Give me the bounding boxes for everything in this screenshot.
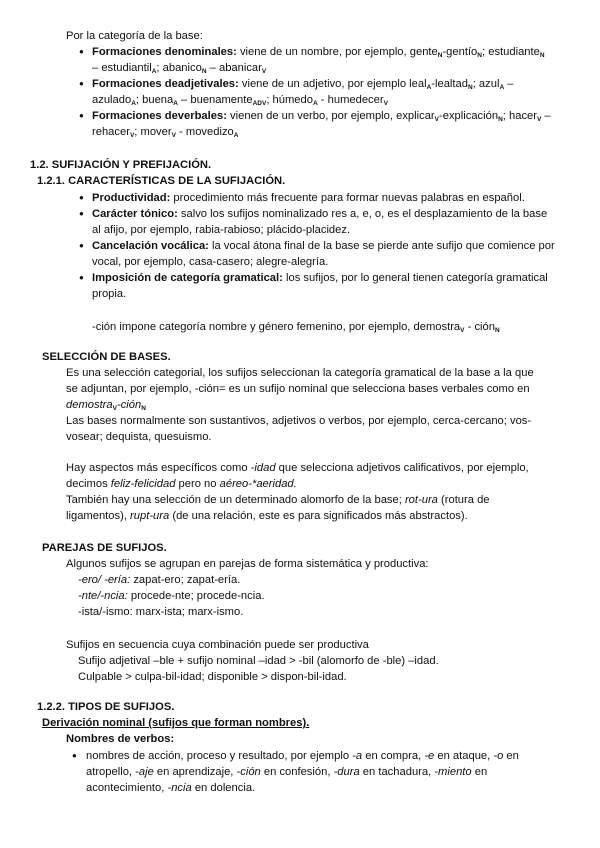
list-item: Sufijo adjetival –ble + sufijo nominal –idad > -bil (alomorfo de -ble) –idad. (78, 655, 439, 667)
paragraph: Las bases normalmente son sustantivos, adjetivos o verbos, por ejemplo, cerca-cercano; vos-vosear; dequista, quesuismo. (66, 415, 532, 443)
list-item-denominales: ● Formaciones denominales: viene de un nombre, por ejemplo, gente$_N$-gentío$_N$; estudiante$_N$ – estudiantil$_A$; abanico$_N$ – abanicar$_V$ (92, 44, 552, 76)
list-item-productividad: ● Productividad: procedimiento más frecuente para formar nuevas palabras en español. (92, 190, 557, 206)
list-item-nombres-accion: ● nombres de acción, proceso y resultado, por ejemplo -a en compra, -e en ataque, -o en atropello, -aje en aprendizaje, -ción en confesión, -dura en tachadura, -miento en acontecimiento, -ncia en dolencia. (86, 748, 556, 796)
item-label: Formaciones denominales: (92, 46, 237, 58)
secuencia-intro: Sufijos en secuencia cuya combinación puede ser productiva (66, 639, 369, 651)
secuencia-list (78, 653, 548, 685)
list-item-imposicion-categoria: ● Imposición de categoría gramatical: los sufijos, por lo general tienen categoría gramatical propia. (92, 270, 557, 302)
list-item-deadjetivales: ● Formaciones deadjetivales: viene de un adjetivo, por ejemplo leal$_A$-lealtad$_N$; azul$_A$ – azulado$_A$; buena$_A$ – buenamente$_{ADV}$; húmedo$_A$ - humedecer$_V$ (92, 76, 552, 108)
paragraph: Hay aspectos más específicos como -idad que selecciona adjetivos calificativos, por ejemplo, decimos feliz-felicidad pero no aéreo-*aeridad. (66, 462, 529, 490)
heading-1-2-1: 1.2.1. CARACTERÍSTICAS DE LA SUFIJACIÓN. (37, 175, 286, 187)
list-item-cancelacion-vocalica: ● Cancelación vocálica: la vocal átona final de la base se pierde ante sufijo que comience por vocal, por ejemplo, casa-casero; alegre-alegría. (92, 238, 557, 270)
seleccion-body (66, 365, 544, 445)
heading-derivacion-nominal: Derivación nominal (sufijos que forman nombres). (42, 717, 310, 729)
categoria-list (92, 44, 552, 140)
item-label: Formaciones deadjetivales: (92, 78, 239, 90)
list-item-caracter-tonico: ● Carácter tónico: salvo los sufijos nominalizado res a, e, o, es el desplazamiento de la base al afijo, por ejemplo, rabia-rabioso; plácido-placidez. (92, 206, 557, 238)
list-item: -ero/ -ería: zapat-ero; zapat-ería. (78, 574, 241, 586)
heading-1-2: 1.2. SUFIJACIÓN Y PREFIJACIÓN. (30, 159, 212, 171)
heading-1-2-2: 1.2.2. TIPOS DE SUFIJOS. (37, 701, 175, 713)
list-item-deverbales: ● Formaciones deverbales: vienen de un verbo, por ejemplo, explicar$_V$-explicación$_N$; hacer$_V$ – rehacer$_V$; mover$_V$ - movedizo$_A$ (92, 108, 552, 140)
heading-nombres-verbos: Nombres de verbos: (66, 733, 175, 745)
list-item: Culpable > culpa-bil-idad; disponible > dispon-bil-idad. (78, 671, 347, 683)
heading-parejas: PAREJAS DE SUFIJOS. (42, 542, 167, 554)
heading-seleccion: SELECCIÓN DE BASES. (42, 351, 171, 363)
parejas-list (78, 572, 548, 620)
nombres-list (86, 748, 556, 796)
intro-text: Por la categoría de la base: (66, 30, 203, 42)
parejas-intro: Algunos sufijos se agrupan en parejas de forma sistemática y productiva: (66, 558, 429, 570)
cion-example: -ción impone categoría nombre y género femenino, por ejemplo, demostra$_V$ - ción$_N$ (92, 321, 500, 334)
paragraph: También hay una selección de un determinado alomorfo de la base; rot-ura (rotura de ligamentos), rupt-ura (de una relación, este es para significados más abstractos). (66, 494, 490, 522)
list-item: -nte/-ncia: procede-nte; procede-ncia. (78, 590, 265, 602)
aspectos-body (66, 460, 544, 524)
paragraph: Es una selección categorial, los sufijos seleccionan la categoría gramatical de la base a la que se adjuntan, por ejemplo, -ción= es un sufijo nominal que selecciona bases verbales como en demostra$_V$-ción$_N$ (66, 367, 534, 412)
list-item: -ista/-ismo: marx-ista; marx-ismo. (78, 606, 244, 618)
item-label: Formaciones deverbales: (92, 110, 227, 122)
caracteristicas-list (92, 190, 557, 302)
